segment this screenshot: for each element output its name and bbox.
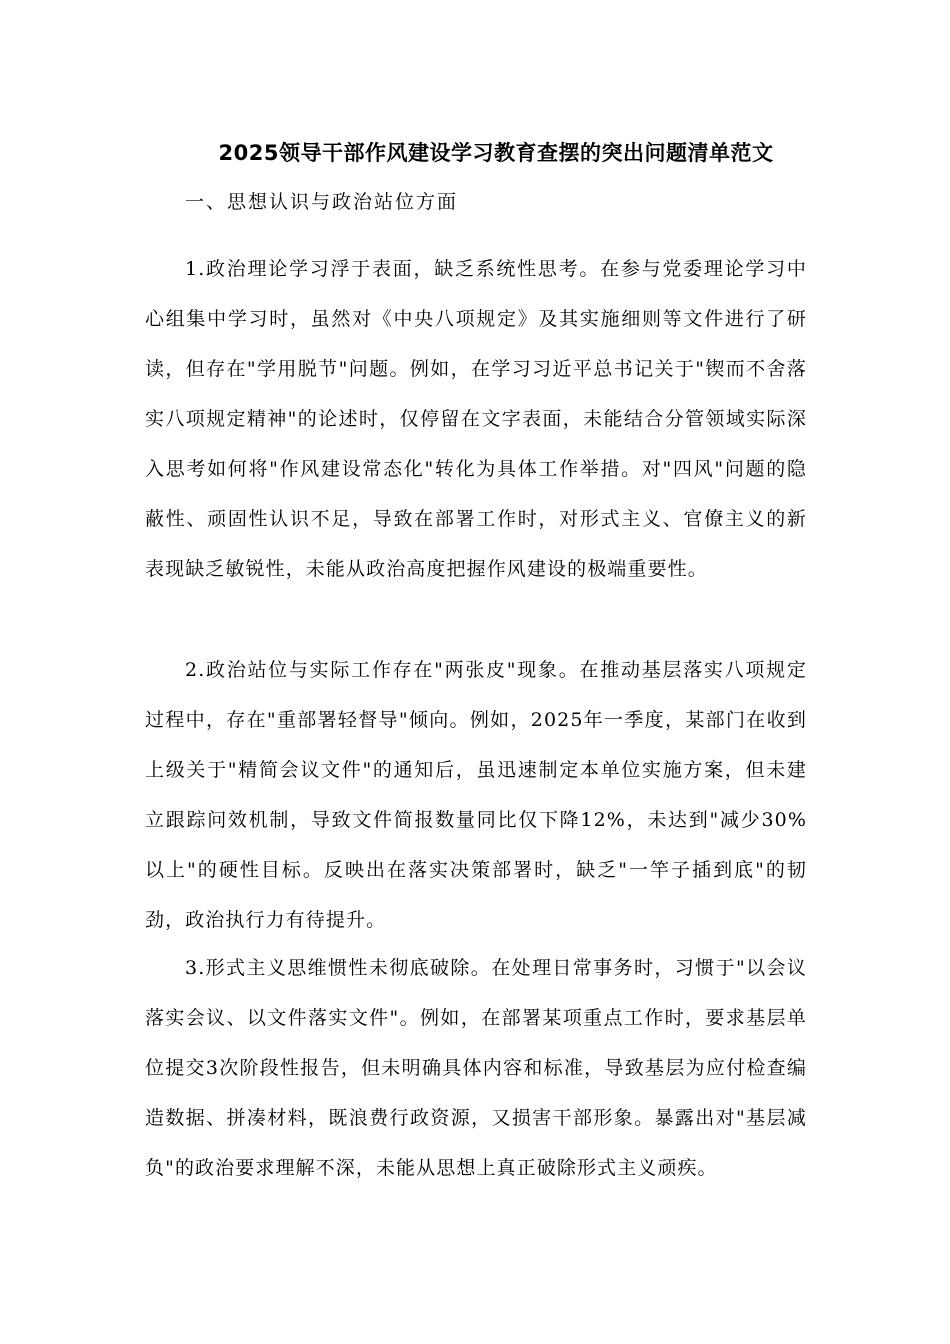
paragraph-3: 3.形式主义思维惯性未彻底破除。在处理日常事务时，习惯于"以会议落实会议、以文件落实文件"。例如，在部署某项重点工作时，要求基层单位提交3次阶段性报告，但未明确具体内容和标准，导致基层为应付检查编造数据、拼凑材料，既浪费行政资源，又损害干部形象。暴露出对"基层减负"的政治要求理解不深，未能从思想上真正破除形式主义顽疾。 xyxy=(145,957,807,1179)
paragraph-2: 2.政治站位与实际工作存在"两张皮"现象。在推动基层落实八项规定过程中，存在"重部署轻督导"倾向。例如，2025年一季度，某部门在收到上级关于"精简会议文件"的通知后，虽迅速制定本单位实施方案，但未建立跟踪问效机制，导致文件简报数量同比仅下降12%，未达到"减少30%以上"的硬性目标。反映出在落实决策部署时，缺乏"一竿子插到底"的韧劲，政治执行力有待提升。 xyxy=(145,659,807,931)
document-title: 2025领导干部作风建设学习教育查摆的突出问题清单范文 xyxy=(218,141,774,165)
paragraph-1: 1.政治理论学习浮于表面，缺乏系统性思考。在参与党委理论学习中心组集中学习时，虽然对《中央八项规定》及其实施细则等文件进行了研读，但存在"学用脱节"问题。例如，在学习习近平总书记关于"锲而不舍落实八项规定精神"的论述时，仅停留在文字表面，未能结合分管领域实际深入思考如何将"作风建设常态化"转化为具体工作举措。对"四风"问题的隐蔽性、顽固性认识不足，导致在部署工作时，对形式主义、官僚主义的新表现缺乏敏锐性，未能从政治高度把握作风建设的极端重要性。 xyxy=(145,258,807,580)
section-heading: 一、思想认识与政治站位方面 xyxy=(185,191,459,213)
